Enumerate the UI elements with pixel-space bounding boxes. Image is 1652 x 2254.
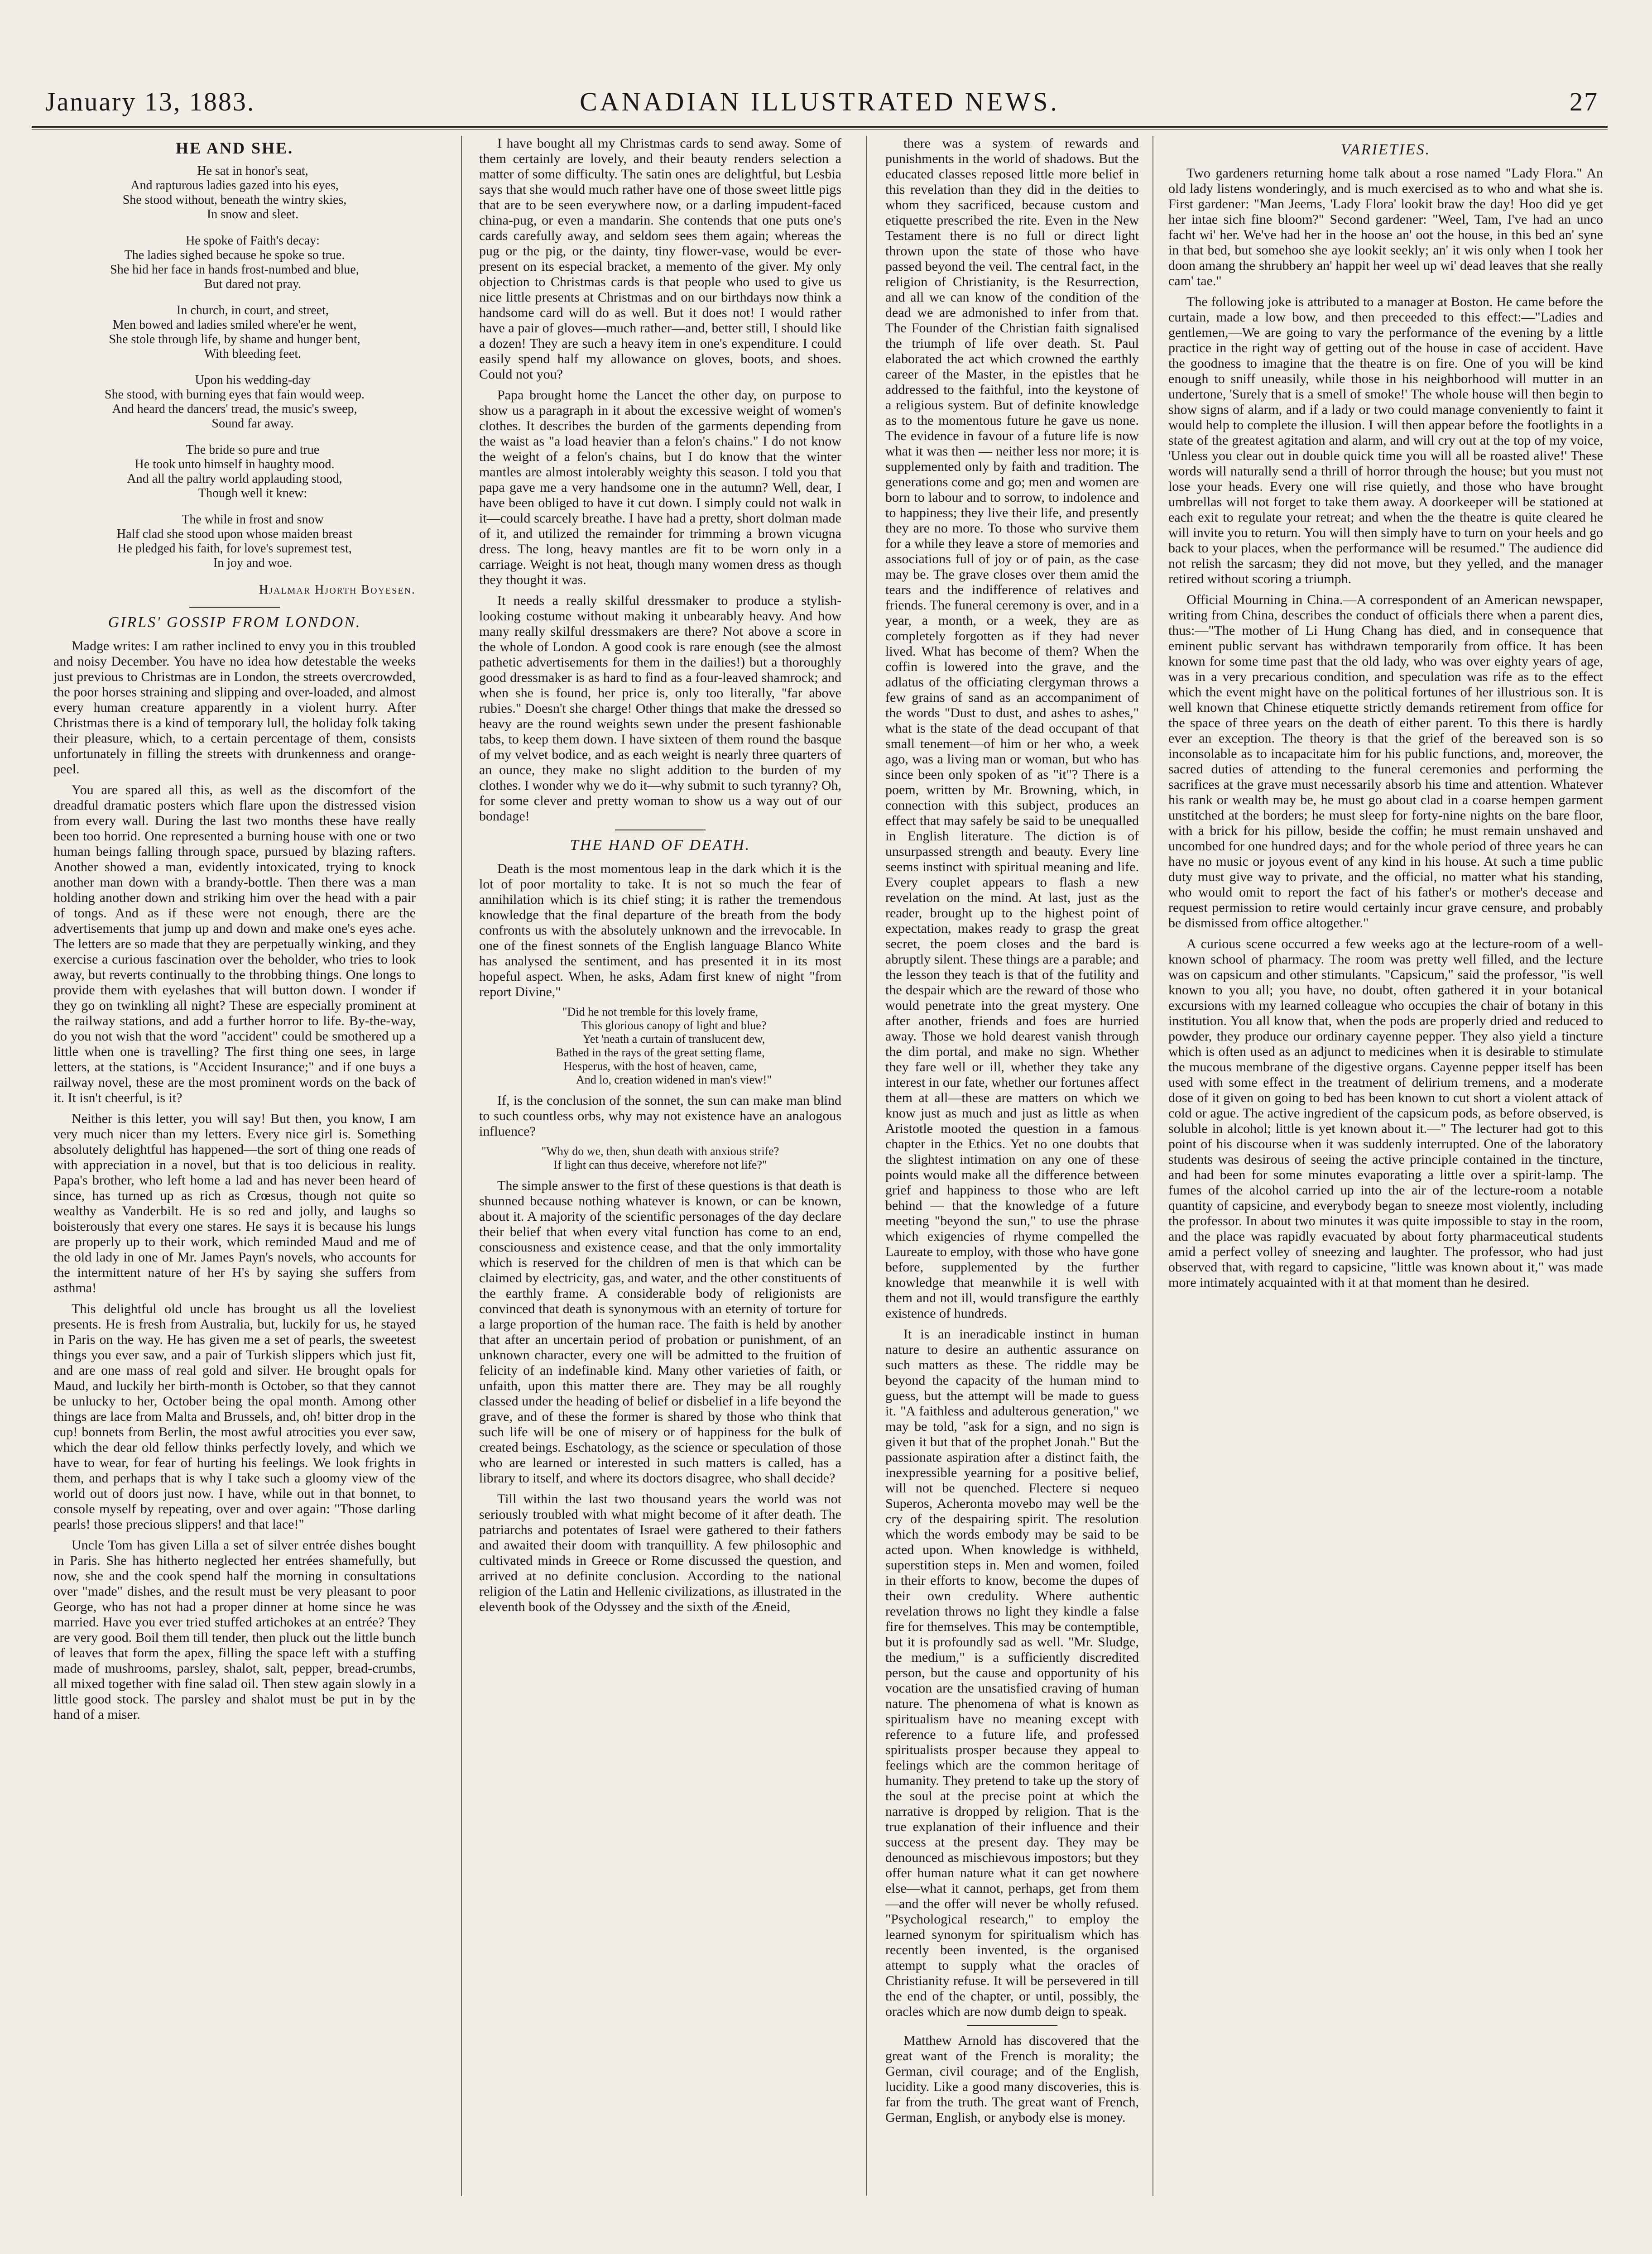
poem-line: And all the paltry world applauding stood,	[127, 472, 342, 486]
poem-line: In church, in court, and street,	[177, 303, 329, 317]
quote-line: If light can thus deceive, wherefore not life?"	[553, 1158, 767, 1171]
paragraph: there was a system of rewards and punishments in the world of shadows. But the educated classes reposed little more belief in this revelation than they did in the deities to whom they sacrificed, because custom and etiquette prescribed the rite. Even in the New Testament there is no full or direct light thrown upon the state of those who have passed beyond the veil. The central fact, in the religion of Christianity, is the Resurrection, and all we can know of the condition of the dead we are admonished to infer from that. The Founder of the Christian faith signalised the triumph of life over death. St. Paul elaborated the act which crowned the earthly career of the Master, in the epistles that he addressed to the faithful, into the keystone of a religious system. But of definite knowledge as to the momentous future he gave us none. The evidence in favour of a future life is now what it was then — neither less nor more; it is supplemented only by faith and tradition. The generations come and go; men and women are born to labour and to sorrow, to indolence and to happiness; they live their life, and presently they are no more. To those who survive them for a while they leave a store of memories and associations full of joy or of pain, as the case may be. The grave closes over them amid the tears and the indifference of relatives and friends. The funeral ceremony is over, and in a year, a month, or a week, they are as completely forgotten as if they had never lived. What has become of them? When the coffin is lowered into the grave, and the adlatus of the officiating clergyman throws a few grains of sand as an accompaniment of the words "Dust to dust, and ashes to ashes," what is the state of the dead occupant of that small tenement—of him or her who, a week ago, was a living man or woman, but who has since been only spoken of as "it"? There is a poem, written by Mr. Browning, which, in connection with this subject, produces an effect that may safely be said to be unequalled in English literature. The diction is of unsurpassed strength and beauty. Every line seems instinct with spiritual meaning and life. Every couplet appears to flash a new revelation on the mind. At last, just as the reader, brought up to the highest point of expectation, makes ready to grasp the great secret, the poem closes and the bard is abruptly silent. These things are a parable; and the lesson they teach is that of the futility and the despair which are the reward of those who would penetrate into the great mystery. One after another, friends and foes are hurried away. Those we hold dearest vanish through the dim portal, and make no sign. Whether they fare well or ill, whether they take any interest in our fate, whether our fortunes affect them at all—these are matters on which we know just as much and just as little as when Aristotle mooted the question in a famous chapter in the Ethics. Yet no one doubts that the slightest intimation on any one of these points would make all the difference between grief and happiness to those who are left behind — that the knowledge of a future meeting "beyond the sun," to use the phrase which exigencies of rhyme compelled the Laureate to employ, with those who have gone before, supplemented by the further knowledge that meanwhile it is well with them and not ill, would transfigure the earthly existence of hundreds.	[885, 136, 1139, 1321]
poem-line: Half clad she stood upon whose maiden breast	[116, 527, 353, 541]
article-title-death: THE HAND OF DEATH.	[570, 837, 751, 854]
section-rule	[189, 607, 280, 608]
poem	[53, 164, 416, 571]
poem-line: With bleeding feet.	[204, 347, 302, 361]
paragraph-arnold: Matthew Arnold has discovered that the great want of the French is morality; the German, civil courage; and of the English, lucidity. Like a good many discoveries, this is far from the truth. The great want of French, German, English, or anybody else is money.	[885, 2033, 1139, 2125]
poem-stanza	[53, 164, 416, 222]
poem-line: She stole through life, by shame and hunger bent,	[109, 332, 360, 346]
poem-line: She stood, with burning eyes that fain would weep.	[105, 388, 365, 402]
paragraph: The simple answer to the first of these questions is that death is shunned because nothing whatever is known, or can be known, about it. A majority of the scientific personages of the day declare their belief that when every vital function has come to an end, consciousness and existence cease, and that the only immortality which is reserved for the children of men is that which can be claimed by electricity, gas, and water, and the other constituents of the earthly frame. A considerable body of religionists are convinced that death is synonymous with an eternity of torture for a large proportion of the human race. The faith is held by another that after an uncertain period of probation or punishment, of an unknown character, every one will be admitted to the fruition of felicity of an indefinable kind. Many other varieties of faith, or unfaith, upon this matter there are. They may be all roughly classed under the heading of belief or disbelief in a life beyond the grave, and of these the former is shared by those who think that such life will be one of misery or of happiness for the bulk of created beings. Eschatology, as the science or speculation of those who are learned or interested in such matters is called, has a library to itself, and where its doctors disagree, who shall decide?	[479, 1178, 841, 1486]
poem-line: She hid her face in hands frost-numbed and blue,	[110, 263, 359, 277]
poem-stanza	[53, 234, 416, 292]
sonnet-quote-closing	[479, 1145, 841, 1172]
page-header	[32, 86, 1608, 122]
poem-line: In joy and woe.	[213, 556, 293, 570]
article-title-varieties: VARIETIES.	[1340, 141, 1431, 158]
column-divider	[461, 136, 462, 2196]
poem-line: In snow and sleet.	[206, 207, 299, 221]
paragraph: I have bought all my Christmas cards to send away. Some of them certainly are lovely, and their beauty renders selection a matter of some difficulty. The satin ones are delightful, but Lesbia says that she would much rather have one of those sweet little pigs that are to be seen everywhere now, or a darling impudent-faced china-pug, or even a mandarin. She contends that one puts one's cards carefully away, and seldom sees them again; whereas the pug or the pig, or the dainty, tiny flower-vase, would be ever-present on its especial bracket, a memento of the giver. My only objection to Christmas cards is that people who used to give us nice little presents at Christmas and on our birthdays now think a handsome card will do as well. But it does not! I would rather have a pair of gloves—much rather—and, better still, I should like a dozen! They are such a heavy item in one's expenditure. I could easily spend half my allowance on gloves, boots, and shoes. Could not you?	[479, 136, 841, 382]
paragraph: You are spared all this, as well as the discomfort of the dreadful dramatic posters which flare upon the distressed vision from every wall. During the last two months these have really been too horrid. One represented a burning house with one or two human beings falling through space, pursued by blazing rafters. Another showed a man, evidently intoxicated, trying to knock another man down with a brandy-bottle. Then there was a man holding another down and striking him over the head with a pair of tongs. And as if these were not enough, there are the advertisements that jump up and down and make one's eyes ache. The letters are so made that they are perpetually winking, and they exercise a curious fascination over the beholder, who tries to look away, but reverts continually to the throbbing things. One longs to provide them with eyelashes that will button down. I wonder if they go on twinkling all night? These are especially prominent at the railway stations, and add a further horror to life. By-the-way, do you not wish that the word "accident" could be smothered up a little when one is travelling? The first thing one sees, in large letters, at the stations, is "Accident Insurance;" and if one buys a railway novel, these are the most prominent words on the back of it. It isn't cheerful, is it?	[53, 782, 416, 1105]
paragraph: It needs a really skilful dressmaker to produce a stylish-looking costume without making it unbearably heavy. And how many really skilful dressmakers are there? Not above a score in the whole of London. A good cook is rare enough (see the almost pathetic advertisements for them in the dailies!) but a thoroughly good dressmaker is as hard to find as a four-leaved shamrock; and when she is found, her price is, only too literally, "far above rubies." Doesn't she charge! Other things that make the dressed so heavy are the round weights sewn under the present fashionable tabs, to keep them down. I have sixteen of them round the basque of my velvet bodice, and as each weight is nearly three quarters of an ounce, they make no slight addition to the burden of my clothes. I wonder why we do it—why submit to such tyranny? Oh, for some clever and pretty woman to show us a way out of our bondage!	[479, 593, 841, 824]
poem-author: Hjalmar Hjorth Boyesen.	[259, 583, 416, 597]
header-rule-thin	[32, 129, 1608, 130]
section-rule	[967, 2025, 1057, 2026]
paragraph: Till within the last two thousand years the world was not seriously troubled with what might become of it after death. The patriarchs and potentates of Israel were gathered to their fathers and awaited their doom with tranquillity. A few philosophic and cultivated minds in Greece or Rome discussed the question, and arrived at no definite conclusion. According to the national religion of the Latin and Hellenic civilizations, as illustrated in the eleventh book of the Odyssey and the sixth of the Æneid,	[479, 1491, 841, 1614]
poem-line: He spoke of Faith's decay:	[186, 234, 320, 248]
paragraph: Death is the most momentous leap in the dark which it is the lot of poor mortality to take. It is not so much the fear of annihilation which is its chief sting; it is rather the tremendous knowledge that the final departure of the breath from the body confronts us with the absolutely unknown and the irrevocable. In one of the finest sonnets of the English language Blanco White has analysed the sentiment, and has presented it in its most hopeful aspect. When, he asks, Adam first knew of night "from report Divine,"	[479, 861, 841, 999]
poem-stanza	[53, 513, 416, 571]
issue-date: January 13, 1883.	[45, 87, 255, 116]
paragraph: It is an ineradicable instinct in human nature to desire an authentic assurance on such matters as these. The riddle may be beyond the capacity of the human mind to guess, but the attempt will be made to guess it. "A faithless and adulterous generation," we may be told, "ask for a sign, and no sign is given it but that of the prophet Jonah." But the passionate aspiration after a distinct faith, the inexpressible yearning for a positive belief, will not be quenched. Flectere si nequeo Superos, Acheronta movebo may well be the cry of the despairing spirit. The resolution which the words embody may be said to be acted upon. When knowledge is withheld, superstition steps in. Men and women, foiled in their efforts to know, become the dupes of their own credulity. Where authentic revelation throws no light they kindle a false fire for themselves. This may be contemptible, but it is profoundly sad as well. "Mr. Sludge, the medium," is a sufficiently discredited person, but the cause and opportunity of his vocation are the unsatisfied craving of human nature. The phenomena of what is known as spiritualism have no meaning except with reference to a future life, and professed spiritualists prosper because they appeal to feelings which are the common heritage of humanity. They pretend to take up the story of the soul at the precise point at which the narrative is dropped by religion. That is the true explanation of their influence and their success at the present day. They may be denounced as mischievous impostors; but they offer human nature what it can get nowhere else—what it cannot, perhaps, get from them—and the offer will never be wholly refused. "Psychological research," to employ the learned synonym for spiritualism which has recently been invented, is the organised attempt to supply what the oracles of Christianity refuse. It will be persevered in till the end of the chapter, or until, possibly, the oracles which are now dumb deign to speak.	[885, 1327, 1139, 2019]
page-number: 27	[1570, 87, 1599, 116]
poem-line: The while in frost and snow	[182, 513, 324, 527]
column-3	[885, 136, 1139, 2219]
poem-stanza	[53, 303, 416, 361]
poem-stanza	[53, 443, 416, 501]
paragraph: Neither is this letter, you will say! But then, you know, I am very much nicer than my letters. Every nice girl is. Something absolutely delightful has happened—the sort of thing one reads of with appreciation in a novel, but that is too delicious in reality. Papa's brother, who left home a lad and has never been heard of since, has turned up as rich as Crœsus, though not quite so wealthy as Vanderbilt. He is so red and jolly, and laughs so boisterously that every one stares. He says it is because his lungs are properly up to their work, which reminded Maud and me of the old lady in one of Mr. James Payn's novels, who accounts for the intermittent nature of her H's by saying she suffers from asthma!	[53, 1111, 416, 1295]
paragraph: If, is the conclusion of the sonnet, the sun can make man blind to such countless orbs, why may not existence have an analogous influence?	[479, 1093, 841, 1139]
poem-line: Upon his wedding-day	[195, 373, 311, 387]
quote-line: Hesperus, with the host of heaven, came,	[563, 1060, 757, 1073]
column-divider	[866, 136, 867, 2196]
poem-line: The ladies sighed because he spoke so true.	[124, 248, 345, 262]
poem-line: He sat in honor's seat,	[197, 164, 308, 178]
poem-line: Men bowed and ladies smiled where'er he went,	[112, 318, 357, 332]
quote-line: "Did he not tremble for this lovely frame,	[562, 1005, 759, 1018]
poem-line: He took unto himself in haughty mood.	[134, 457, 335, 471]
paragraph: Madge writes: I am rather inclined to envy you in this troubled and noisy December. You have no idea how detestable the weeks just previous to Christmas are in London, the streets overcrowded, the poor horses straining and slipping and over-loaded, and almost every human creature apparently in a violent hurry. After Christmas there is a kind of temporary lull, the holiday folk taking their pleasure, which, to a certain percentage of them, consists unfortunately in filling the streets with drunkenness and orange-peel.	[53, 638, 416, 777]
poem-line: The bride so pure and true	[186, 443, 320, 457]
masthead-title: CANADIAN ILLUSTRATED NEWS.	[580, 87, 1060, 116]
sonnet-quote	[479, 1005, 841, 1087]
quote-line: Yet 'neath a curtain of translucent dew,	[582, 1032, 765, 1045]
poem-line: But dared not pray.	[204, 277, 302, 291]
paragraph: The following joke is attributed to a manager at Boston. He came before the curtain, made a low bow, and then preceeded to this effect:—"Ladies and gentlemen,—We are going to vary the performance of the evening by a little practice in the right way of getting out of the house in case of accident. Have the goodness to imagine that the theatre is on fire. One of you will be kind enough to sniff uneasily, while those in his neighborhood will mutter in an undertone, 'Surely that is a smell of smoke!' The whole house will then begin to show signs of alarm, and if a lady or two could manage conveniently to faint it would help to complete the illusion. I will then appear before the footlights in a state of the greatest agitation and alarm, and will cry out at the top of my voice, 'Unless you clear out in double quick time you will all be roasted alive!' These words will naturally send a thrill of horror through the house; but you must not lose your heads. Every one will rise quietly, and those who have brought umbrellas will not forget to take them away. A doorkeeper will be stationed at each exit to regulate your retreat; and when the the theatre is quite cleared he will invite you to return. You will then simply have to turn on your heels and go back to your places, when the performance will be resumed." The audience did not relish the sarcasm; they did not move, but they yelled, and the manager retired without scoring a triumph.	[1168, 294, 1603, 586]
column-1	[53, 136, 416, 2219]
poem-line: And heard the dancers' tread, the music's sweep,	[112, 402, 357, 416]
paragraph: A curious scene occurred a few weeks ago at the lecture-room of a well-known school of pharmacy. The room was pretty well filled, and the lecture was on capsicum and other stimulants. "Capsicum," said the professor, "is well known to you all; you have, no doubt, often gathered it in your botanical excursions with my learned colleague who occupies the chair of botany in this institution. You all know that, when the pods are properly dried and reduced to powder, they produce our ordinary cayenne pepper. They also yield a tincture which is often used as an adjunct to medicines when it is desirable to stimulate the mucous membrane of the digestive organs. Cayenne pepper itself has been used with some effect in the treatment of delirium tremens, and a moderate dose of it given on going to bed has been known to cut short a violent attack of cold or ague. The active ingredient of the capsicum pods, as before observed, is soluble in alcohol; little is yet known about it.—" The lecturer had got to this point of his discourse when it was suddenly interrupted. One of the laboratory students was desirous of seeing the active principle contained in the tincture, and had been for some minutes evaporating a little over a spirit-lamp. The fumes of the alcohol carried up into the air of the lecture-room a notable quantity of capsicine, and everybody began to sneeze most violently, including the professor. In about two minutes it was quite impossible to stay in the room, and the place was rapidly evacuated by about forty pharmaceutical students amid a perfect volley of sneezing and laughter. The professor, who had just observed that, with regard to capsicine, "little was known about it," was made more intimately acquainted with it at that moment than he desired.	[1168, 936, 1603, 1290]
paragraph: Official Mourning in China.—A correspondent of an American newspaper, writing from China, describes the conduct of officials there when a parent dies, thus:—"The mother of Li Hung Chang has died, and in consequence that eminent public servant has withdrawn temporarily from office. It has been known for some time past that the old lady, who was over eighty years of age, was in a very precarious condition, and speculation was rife as to the effect which the event might have on the political fortunes of her illustrious son. It is well known that Chinese etiquette strictly demands retirement from office for the space of three years on the death of either parent. To this there is hardly ever an exception. The theory is that the grief of the bereaved son is so inconsolable as to incapacitate him for his public functions, and, moreover, the sacred duties of attending to the funeral ceremonies and performing the sacrifices at the grave must necessarily absorb his time and attention. Whatever his rank or wealth may be, he must go about clad in a coarse hempen garment unstitched at the borders; he must sleep for forty-nine nights on the bare floor, with a brick for his pillow, beside the coffin; he must remain unshaved and uncombed for one hundred days; and for the whole period of three years he can have no music or joyous event of any kind in his house. At such a time public duty must give way to private, and the official, no matter what his standing, who would omit to report the fact of his father's or mother's decease and request permission to retire would certainly incur grave censure, and probably be dismissed from office altogether."	[1168, 592, 1603, 930]
quote-line: This glorious canopy of light and blue?	[581, 1019, 767, 1032]
column-4	[1168, 136, 1603, 2219]
poem-line: Sound far away.	[211, 417, 294, 431]
poem-stanza	[53, 373, 416, 431]
poem-line: Though well it knew:	[198, 486, 307, 500]
header-rule	[32, 126, 1608, 128]
paragraph: Papa brought home the Lancet the other day, on purpose to show us a paragraph in it about the excessive weight of women's clothes. It describes the burden of the garments depending from the waist as "a load heavier than a felon's chains." I do not know the weight of a felon's chains, but I do know that the winter mantles are almost intolerably weighty this season. I told you that papa gave me a very handsome one in the autumn? Well, dear, I have been obliged to have it cut down. I simply could not walk in it—could scarcely breathe. I have had a pretty, short dolman made of it, and utilized the remainder for trimming a brown vicugna dress. The long, heavy mantles are fit to be worn only in a carriage. Weight is not heat, though many women dress as though they thought it was.	[479, 388, 841, 587]
poem-title: HE AND SHE.	[175, 139, 294, 157]
paragraph: Two gardeners returning home talk about a rose named "Lady Flora." An old lady listens wonderingly, and is much exercised as to who and what she is. First gardener: "Man Jeems, 'Lady Flora' lookit braw the day! Hoo did ye get her intae sich fine bloom?" Second gardener: "Weel, Tam, I've had an unco facht wi' her. We've had her in the hoose an' oot the house, in this bed an' syne in that bed, but somehoo she aye lookit seekly; an' it wis only when I took her doon amang the shrubbery an' happit her weel up wi' dead leaves that she really cam' tae."	[1168, 166, 1603, 288]
poem-line: She stood without, beneath the wintry skies,	[122, 193, 347, 207]
quote-line: "Why do we, then, shun death with anxious strife?	[541, 1145, 779, 1158]
quote-line: And lo, creation widened in man's view!"	[576, 1073, 772, 1086]
paragraph: Uncle Tom has given Lilla a set of silver entrée dishes bought in Paris. She has hitherto neglected her entrées shamefully, but now, she and the cook spend half the morning in consultations over "made" dishes, and the result must be very pleasant to poor George, who has not had a proper dinner at home since he was married. Have you ever tried stuffed artichokes at an entrée? They are very good. Boil them till tender, then pluck out the little bunch of leaves that form the apex, filling the space left with a stuffing made of mushrooms, parsley, shalot, salt, pepper, bread-crumbs, all mixed together with fine salad oil. Then stew again slowly in a little good stock. The parsley and shalot must be put in by the hand of a miser.	[53, 1538, 416, 1722]
column-2	[479, 136, 841, 2219]
paragraph: This delightful old uncle has brought us all the loveliest presents. He is fresh from Australia, but, luckily for us, he stayed in Paris on the way. He has given me a set of pearls, the sweetest things you ever saw, and a pair of Turkish slippers which just fit, and are one mass of real gold and silver. He brought opals for Maud, and luckily her birth-month is October, so that they cannot be unlucky to her, October being the opal month. Among other things are lace from Malta and Brussels, and, oh! bitter drop in the cup! bonnets from Berlin, the most awful atrocities you ever saw, which the dear old fellow thinks perfectly lovely, and which we have to wear, for fear of hurting his feelings. We look frights in them, and perhaps that is why I take such a gloomy view of the world out of doors just now. I have, while out in that bonnet, to console myself by repeating, over and over again: "Those darling pearls! those precious slippers! and that lace!"	[53, 1301, 416, 1532]
quote-line: Bathed in the rays of the great setting flame,	[556, 1046, 765, 1059]
poem-line: And rapturous ladies gazed into his eyes,	[130, 178, 339, 192]
article-title-gossip: GIRLS' GOSSIP FROM LONDON.	[108, 614, 361, 631]
poem-line: He pledged his faith, for love's supremest test,	[117, 542, 352, 556]
